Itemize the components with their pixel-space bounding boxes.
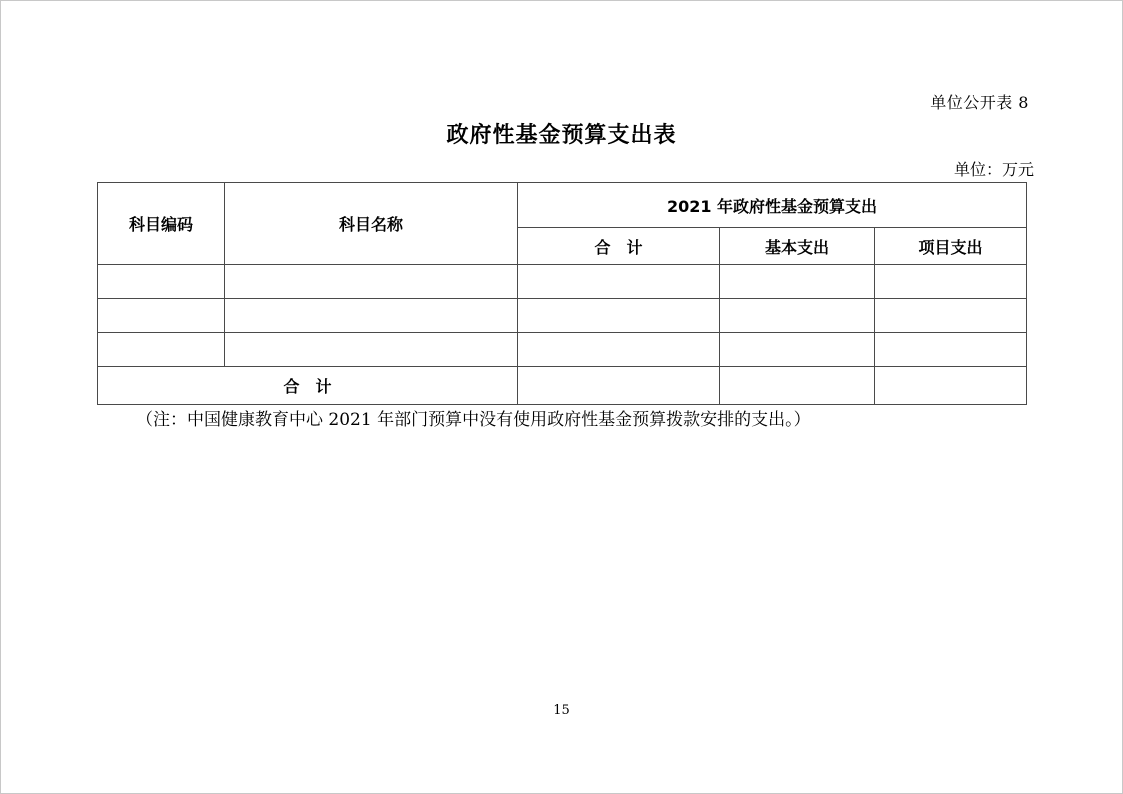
page-number: 15 — [553, 703, 570, 718]
cell-subject-name — [225, 299, 518, 333]
header-subject-code: 科目编码 — [98, 183, 225, 265]
cell-basic-expenditure — [720, 299, 875, 333]
table-row — [98, 265, 1027, 299]
table-note: （注：中国健康教育中心 2021 年部门预算中没有使用政府性基金预算拨款安排的支出。） — [136, 410, 811, 430]
cell-total — [518, 265, 720, 299]
cell-project-expenditure — [875, 333, 1027, 367]
header-budget-group: 2021 年政府性基金预算支出 — [518, 183, 1027, 228]
cell-total — [518, 333, 720, 367]
cell-project-expenditure — [875, 265, 1027, 299]
unit-label: 单位：万元 — [953, 160, 1034, 179]
header-project-expenditure: 项目支出 — [875, 228, 1027, 265]
cell-subject-code — [98, 333, 225, 367]
table-total-row — [98, 367, 1027, 405]
table-row — [98, 299, 1027, 333]
cell-subject-name — [225, 265, 518, 299]
table-row — [98, 333, 1027, 367]
total-row-total — [518, 367, 720, 405]
doc-label: 单位公开表 8 — [930, 93, 1029, 112]
cell-basic-expenditure — [720, 265, 875, 299]
table-header-row-1 — [98, 183, 1027, 228]
header-total: 合 计 — [518, 228, 720, 265]
header-subject-name: 科目名称 — [225, 183, 518, 265]
cell-subject-name — [225, 333, 518, 367]
budget-table — [97, 182, 1027, 405]
cell-basic-expenditure — [720, 333, 875, 367]
cell-project-expenditure — [875, 299, 1027, 333]
cell-subject-code — [98, 299, 225, 333]
cell-subject-code — [98, 265, 225, 299]
total-row-label: 合 计 — [98, 367, 518, 405]
header-basic-expenditure: 基本支出 — [720, 228, 875, 265]
page-title: 政府性基金预算支出表 — [446, 123, 677, 148]
total-row-basic — [720, 367, 875, 405]
cell-total — [518, 299, 720, 333]
total-row-project — [875, 367, 1027, 405]
